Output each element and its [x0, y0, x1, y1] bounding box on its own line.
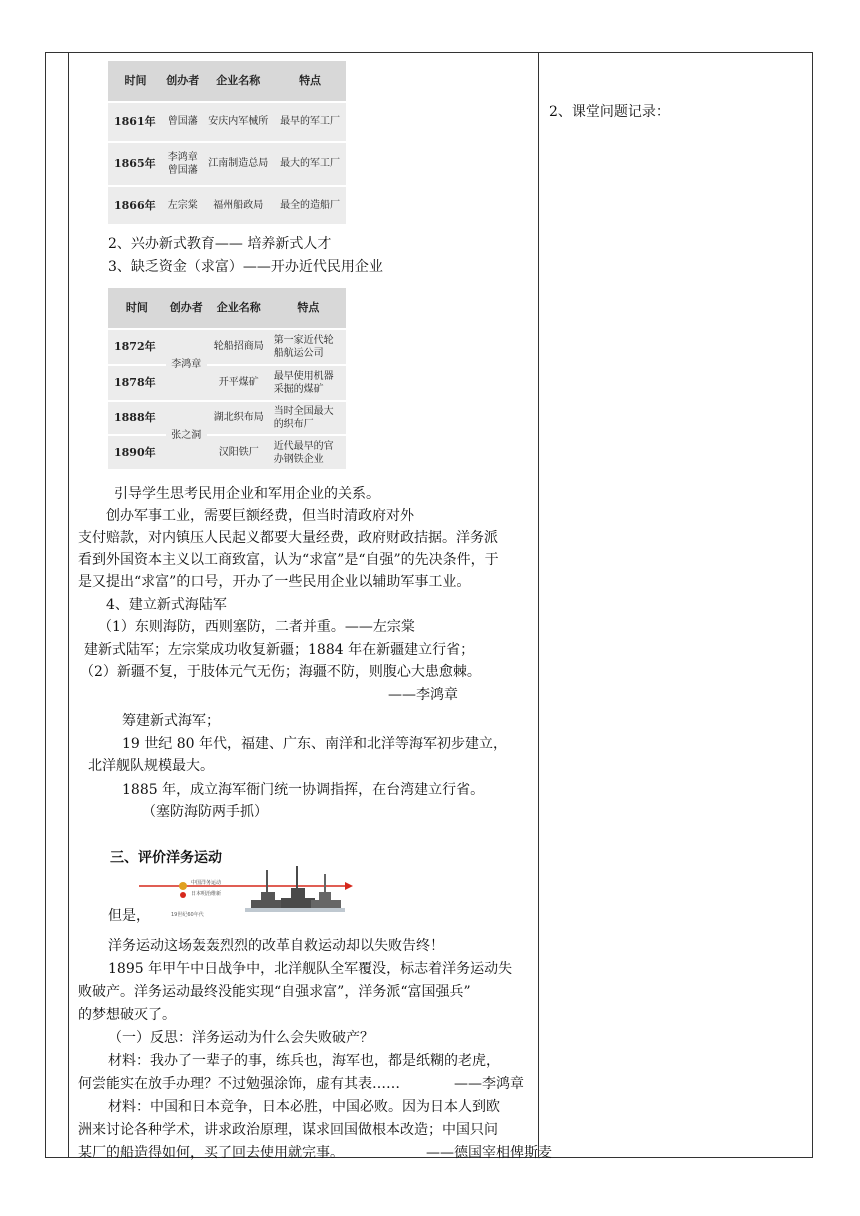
table1-cell: 福州船政局	[202, 186, 274, 224]
table1-cell: 李鸿章 曾国藩	[163, 142, 202, 186]
timeline-label-china: 中国洋务运动	[191, 880, 222, 886]
table2-cell: 第一家近代轮 船航运公司	[271, 329, 346, 365]
table2-header: 创办者	[166, 288, 207, 329]
timeline-svg	[135, 864, 355, 920]
paragraph-line: 洋务运动这场轰轰烈烈的改革自救运动却以失败告终！	[108, 938, 444, 954]
lesson-table	[45, 52, 813, 1161]
military-enterprise-table	[108, 61, 346, 224]
paragraph-line: 败破产。洋务运动最终没能实现“自强求富”，洋务派“富国强兵”	[78, 984, 471, 1000]
ship-icon	[311, 874, 341, 908]
paragraph-line: 建新式陆军；左宗棠成功收复新疆；1884 年在新疆建立行省；	[84, 642, 475, 658]
table2-cell: 轮船招商局	[207, 329, 271, 365]
section-heading: 三、评价洋务运动	[110, 850, 222, 866]
table1-cell: 1865年	[108, 142, 163, 186]
table2-cell: 近代最早的官 办钢铁企业	[271, 435, 346, 469]
ship-icon	[251, 870, 285, 908]
but-text: 但是，	[108, 908, 150, 924]
table2-cell: 李鸿章	[166, 329, 207, 401]
item-new-education: 2、兴办新式教育—— 培养新式人才	[108, 236, 332, 252]
paragraph-line: 洲来讨论各种学术，讲求政治原理，谋求回国做根本改造；中国只问	[78, 1122, 498, 1138]
table1-header: 创办者	[163, 61, 202, 102]
timeline-illustration	[135, 864, 355, 920]
paragraph-line: 创办军事工业，需要巨额经费，但当时清政府对外	[106, 508, 414, 524]
table-row	[108, 142, 346, 186]
table1-cell: 最大的军工厂	[274, 142, 346, 186]
table2-cell: 张之洞	[166, 401, 207, 469]
table2-cell: 1888年	[108, 401, 166, 435]
timeline-label-date: 19世纪60年代	[171, 912, 204, 918]
table-row	[108, 329, 346, 365]
paragraph-line: 1885 年，成立海军衙门统一协调指挥，在台湾建立行省。	[122, 782, 485, 798]
china-marker-icon	[179, 882, 187, 890]
table1-cell: 1861年	[108, 102, 163, 142]
table-row	[108, 401, 346, 435]
table2-cell: 湖北织布局	[207, 401, 271, 435]
table2-cell: 1890年	[108, 435, 166, 469]
quote-zuo: （1）东则海防，西则塞防，二者并重。——左宗棠	[98, 619, 415, 635]
table1-header: 企业名称	[202, 61, 274, 102]
paragraph-line: （塞防海防两手抓）	[142, 804, 268, 820]
paragraph-line: 某厂的船造得如何，买了回去使用就完事。	[78, 1145, 344, 1161]
table2-cell: 当时全国最大 的织布厂	[271, 401, 346, 435]
class-notes-label: 2、课堂问题记录：	[549, 104, 670, 120]
paragraph-line: 材料：我办了一辈子的事，练兵也，海军也，都是纸糊的老虎，	[108, 1053, 500, 1069]
table1-header: 时间	[108, 61, 163, 102]
table2-header: 特点	[271, 288, 346, 329]
table-row	[108, 102, 346, 142]
quote-source: ——德国宰相俾斯麦	[426, 1145, 552, 1161]
table1-cell: 安庆内军械所	[202, 102, 274, 142]
table1-cell: 左宗棠	[163, 186, 202, 224]
table2-cell: 1872年	[108, 329, 166, 365]
paragraph-line: 19 世纪 80 年代，福建、广东、南洋和北洋等海军初步建立，	[122, 736, 507, 752]
paragraph-line: 的梦想破灭了。	[78, 1007, 176, 1023]
item-navy-army: 4、建立新式海陆军	[106, 597, 227, 613]
ship-icon	[281, 866, 315, 908]
sea-decor	[245, 908, 345, 912]
paragraph-line: 何尝能实在放手办理？不过勉强涂饰，虚有其表……	[78, 1076, 400, 1092]
table-row	[108, 435, 346, 469]
paragraph-line: 看到外国资本主义以工商致富，认为“求富”是“自强”的先决条件，于	[78, 552, 499, 568]
quote-source: ——李鸿章	[454, 1076, 524, 1092]
table1-cell: 最全的造船厂	[274, 186, 346, 224]
column-divider-left	[68, 53, 69, 1157]
table2-header: 企业名称	[207, 288, 271, 329]
japan-marker-icon	[180, 892, 186, 898]
paragraph-line: 1895 年甲午中日战争中，北洋舰队全军覆没，标志着洋务运动失	[108, 961, 513, 977]
paragraph-line: 是又提出“求富”的口号，开办了一些民用企业以辅助军事工业。	[78, 574, 471, 590]
column-divider-right	[538, 53, 539, 1157]
table2-cell: 汉阳铁厂	[207, 435, 271, 469]
table1-cell: 江南制造总局	[202, 142, 274, 186]
item-civil-enterprise: 3、缺乏资金（求富）——开办近代民用企业	[108, 259, 383, 275]
civil-enterprise-table	[108, 288, 346, 469]
table-row	[108, 186, 346, 224]
table2-cell: 最早使用机器 采掘的煤矿	[271, 365, 346, 401]
table2-cell: 开平煤矿	[207, 365, 271, 401]
table1-cell: 曾国藩	[163, 102, 202, 142]
paragraph-line: 材料：中国和日本竞争，日本必胜，中国必败。因为日本人到欧	[108, 1099, 500, 1115]
quote-source: ——李鸿章	[388, 687, 458, 703]
timeline-label-japan: 日本明治维新	[191, 891, 222, 897]
paragraph-line: 北洋舰队规模最大。	[88, 758, 214, 774]
table-row	[108, 365, 346, 401]
paragraph-line: 支付赔款，对内镇压人民起义都要大量经费，政府财政拮据。洋务派	[78, 530, 498, 546]
quote-li: （2）新疆不复，于肢体元气无伤；海疆不防，则腹心大患愈棘。	[80, 664, 481, 680]
table2-cell: 1878年	[108, 365, 166, 401]
reflection-question: （一）反思：洋务运动为什么会失败破产？	[108, 1030, 374, 1046]
paragraph-line: 筹建新式海军；	[122, 713, 220, 729]
table1-cell: 最早的军工厂	[274, 102, 346, 142]
guide-text: 引导学生思考民用企业和军用企业的关系。	[114, 486, 380, 502]
table1-header: 特点	[274, 61, 346, 102]
table1-cell: 1866年	[108, 186, 163, 224]
table2-header: 时间	[108, 288, 166, 329]
arrow-head-icon	[345, 882, 353, 890]
